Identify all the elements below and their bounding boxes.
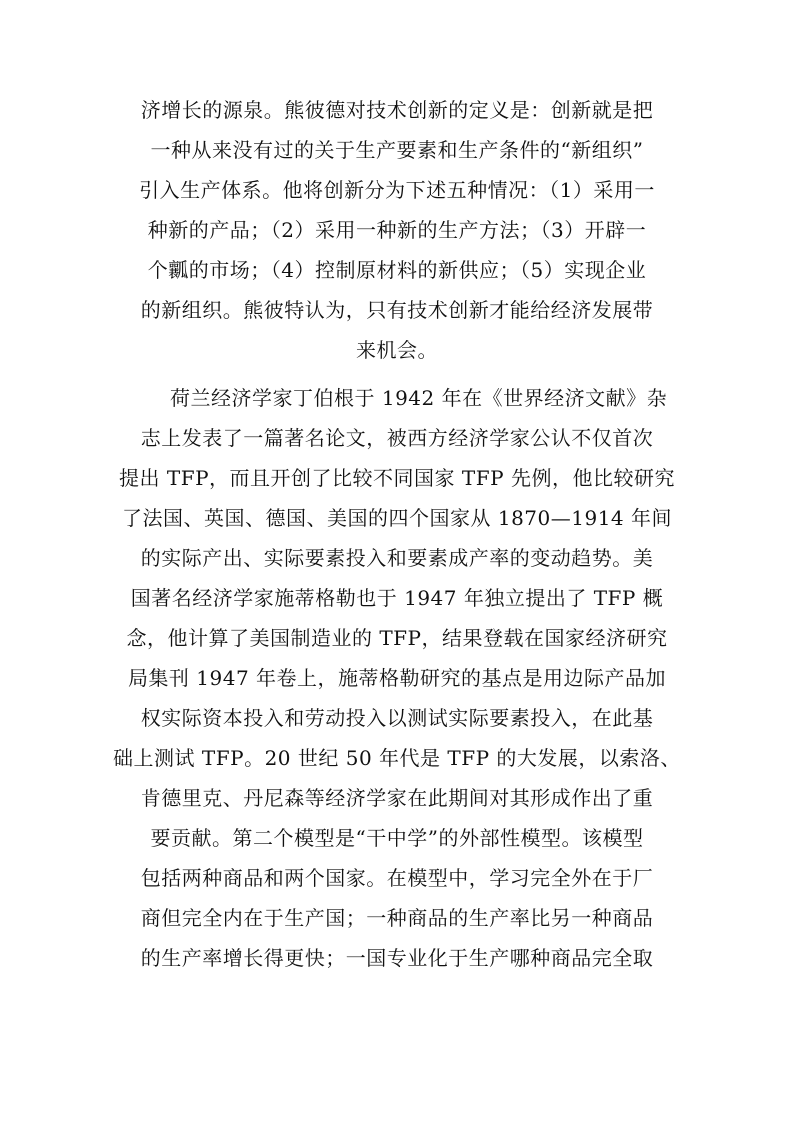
- text-line: 国著名经济学家施蒂格勒也于 1947 年独立提出了 TFP 概: [130, 586, 664, 610]
- text-line: 引入生产体系。他将创新分为下述五种情况：（1）采用一: [139, 178, 655, 202]
- text-line: 包括两种商品和两个国家。在模型中，学习完全外在于厂: [140, 866, 654, 890]
- text-line: 个瓤的市场；（4）控制原材料的新供应；（5）实现企业: [147, 258, 647, 282]
- text-line: 的实际产出、实际要素投入和要素成产率的变动趋势。美: [140, 546, 654, 570]
- text-line-first: 荷兰经济学家丁伯根于 1942 年在《世界经济文献》杂: [170, 386, 668, 410]
- text-line: 础上测试 TFP。20 世纪 50 年代是 TFP 的大发展，以索洛、: [113, 746, 681, 770]
- text-line: 念，他计算了美国制造业的 TFP，结果登载在国家经济研究: [126, 626, 668, 650]
- text-line: 权实际资本投入和劳动投入以测试实际要素投入，在此基: [140, 706, 654, 730]
- text-line: 了法国、英国、德国、美国的四个国家从 1870—1914 年间: [121, 506, 672, 530]
- text-line: 提出 TFP，而且开创了比较不同国家 TFP 先例，他比较研究: [119, 466, 675, 490]
- text-line: 种新的产品；（2）采用一种新的生产方法；（3）开辟一: [147, 218, 647, 242]
- text-line: 肯德里克、丹尼森等经济学家在此期间对其形成作出了重: [140, 786, 654, 810]
- text-line: 一种从来没有过的关于生产要素和生产条件的“新组织”: [150, 138, 644, 162]
- text-line: 要贡献。第二个模型是“干中学”的外部性模型。该模型: [150, 826, 644, 850]
- text-line: 来机会。: [356, 338, 438, 362]
- text-line: 商但完全内在于生产国；一种商品的生产率比另一种商品: [140, 906, 654, 930]
- text-line: 局集刊 1947 年卷上，施蒂格勒研究的基点是用边际产品加: [127, 666, 667, 690]
- text-line: 的新组织。熊彼特认为，只有技术创新才能给经济发展带: [140, 298, 654, 322]
- text-line: 志上发表了一篇著名论文，被西方经济学家公认不仅首次: [140, 426, 654, 450]
- text-line: 的生产率增长得更快；一国专业化于生产哪种商品完全取: [140, 946, 654, 970]
- text-line: 济增长的源泉。熊彼德对技术创新的定义是：创新就是把: [140, 98, 654, 122]
